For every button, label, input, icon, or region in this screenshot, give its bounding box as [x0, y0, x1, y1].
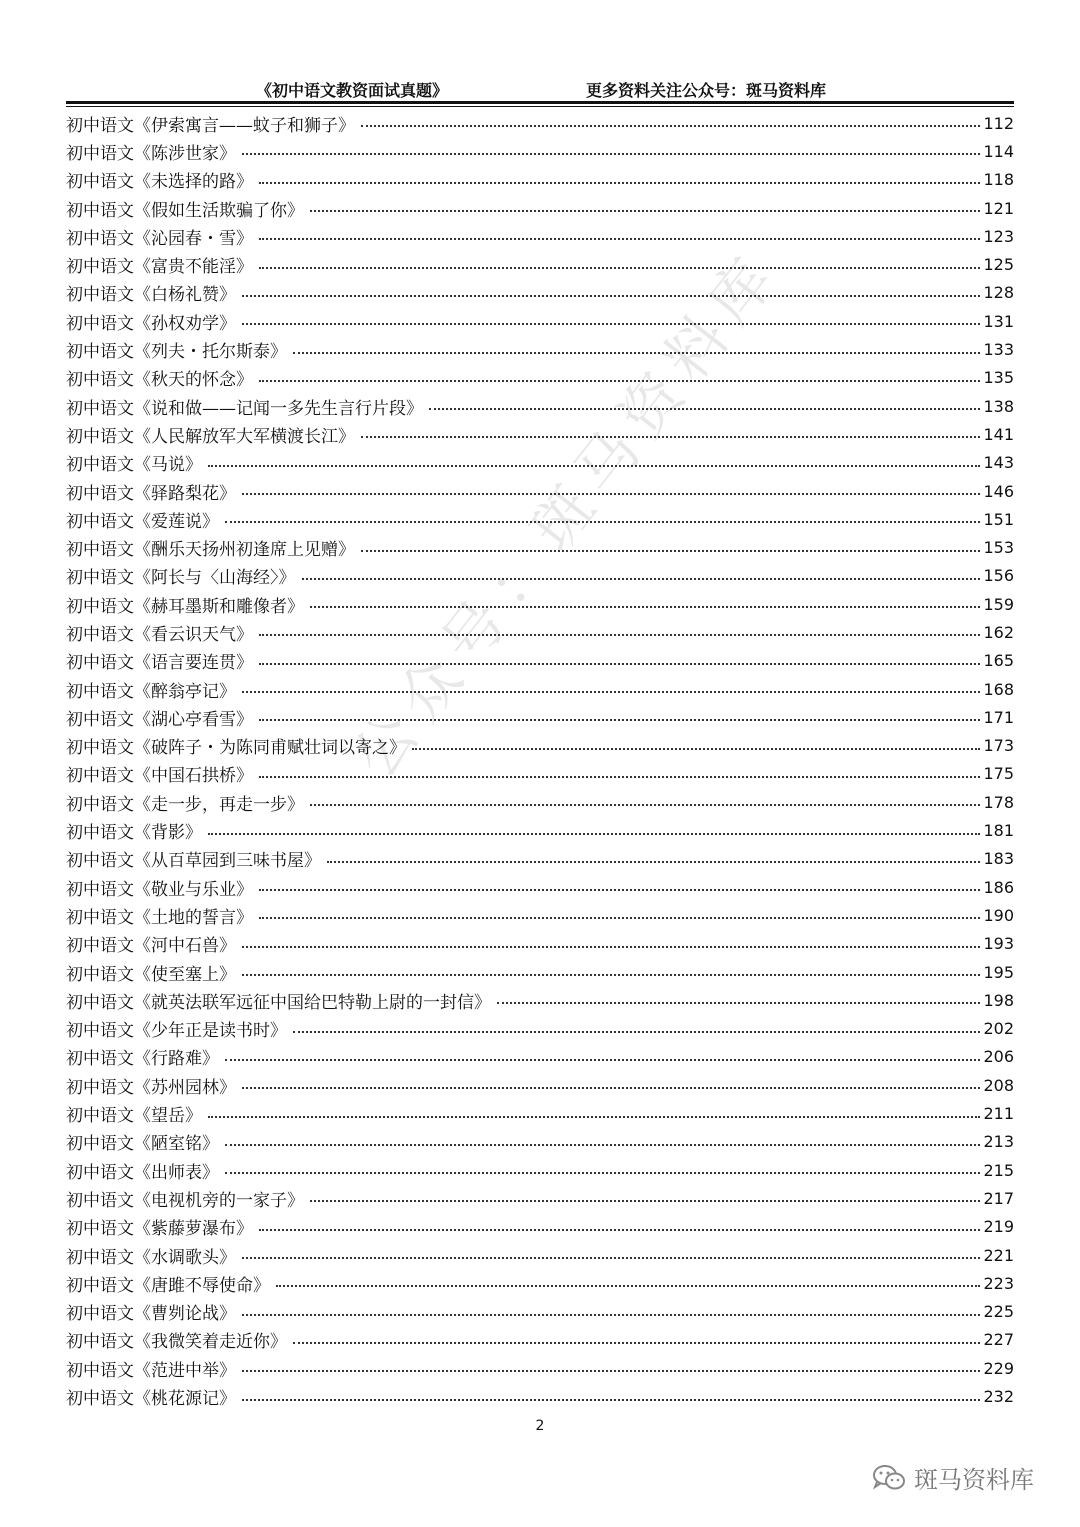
header-follow-note: 更多资料关注公众号：斑马资料库	[586, 81, 827, 100]
toc-entry-page: 221	[983, 1245, 1014, 1265]
toc-dot-leader	[225, 1059, 980, 1061]
toc-dot-leader	[242, 1087, 980, 1089]
toc-entry-page: 138	[983, 396, 1014, 416]
toc-entry-page: 151	[983, 509, 1014, 529]
toc-dot-leader	[242, 1314, 980, 1316]
toc-entry-title: 初中语文《湖心亭看雪》	[66, 709, 253, 730]
toc-dot-leader	[310, 606, 980, 608]
toc-entry[interactable]	[66, 1326, 1014, 1354]
toc-dot-leader	[225, 1172, 980, 1174]
toc-entry[interactable]	[66, 618, 1014, 646]
toc-entry[interactable]	[66, 1184, 1014, 1212]
toc-entry-title: 初中语文《伊索寓言——蚊子和狮子》	[66, 115, 355, 136]
toc-entry-page: 232	[983, 1387, 1014, 1406]
toc-entry-page: 128	[983, 283, 1014, 303]
toc-dot-leader	[242, 974, 980, 976]
toc-entry[interactable]	[66, 845, 1014, 873]
toc-entry-title: 初中语文《陋室铭》	[66, 1134, 219, 1155]
toc-entry-page: 213	[983, 1132, 1014, 1152]
toc-entry-page: 186	[983, 877, 1014, 897]
toc-entry-title: 初中语文《陈涉世家》	[66, 143, 236, 164]
toc-entry-page: 165	[983, 651, 1014, 671]
toc-entry-page: 190	[983, 905, 1014, 925]
page-number: 2	[535, 1418, 545, 1434]
toc-entry[interactable]	[66, 1213, 1014, 1241]
table-of-contents	[66, 109, 1014, 1411]
toc-entry[interactable]	[66, 1156, 1014, 1184]
toc-dot-leader	[327, 861, 980, 863]
toc-entry-page: 219	[983, 1217, 1014, 1237]
toc-entry-page: 146	[983, 481, 1014, 501]
toc-entry[interactable]	[66, 1128, 1014, 1156]
toc-entry[interactable]	[66, 364, 1014, 392]
toc-entry-title: 初中语文《背影》	[66, 823, 202, 844]
toc-entry-page: 112	[983, 113, 1014, 133]
toc-entry-page: 135	[983, 368, 1014, 388]
toc-entry-title: 初中语文《秋天的怀念》	[66, 370, 253, 391]
toc-entry-title: 初中语文《水调歌头》	[66, 1247, 236, 1268]
toc-dot-leader	[208, 833, 980, 835]
toc-entry-title: 初中语文《范进中举》	[66, 1360, 236, 1381]
toc-entry-page: 202	[983, 1019, 1014, 1039]
toc-entry-title: 初中语文《假如生活欺骗了你》	[66, 200, 304, 221]
toc-entry[interactable]	[66, 505, 1014, 533]
toc-entry-page: 225	[983, 1302, 1014, 1322]
toc-entry-title: 初中语文《走一步，再走一步》	[66, 794, 304, 815]
header-rule-thick	[66, 101, 1014, 104]
toc-entry-title: 初中语文《语言要连贯》	[66, 653, 253, 674]
document-title: 《初中语文教资面试真题》	[256, 81, 449, 100]
toc-dot-leader	[242, 1399, 980, 1401]
toc-entry[interactable]	[66, 647, 1014, 675]
toc-entry-title: 初中语文《曹刿论战》	[66, 1304, 236, 1325]
toc-dot-leader	[259, 1229, 980, 1231]
toc-dot-leader	[259, 889, 980, 891]
page-header	[66, 78, 1014, 100]
toc-entry-page: 131	[983, 311, 1014, 331]
toc-dot-leader	[310, 804, 980, 806]
toc-entry[interactable]	[66, 392, 1014, 420]
toc-entry[interactable]	[66, 986, 1014, 1014]
brand-badge	[872, 1460, 1034, 1495]
toc-entry-page: 181	[983, 821, 1014, 841]
toc-dot-leader	[259, 238, 980, 240]
toc-entry-page: 162	[983, 622, 1014, 642]
toc-entry[interactable]	[66, 873, 1014, 901]
toc-dot-leader	[225, 521, 980, 523]
toc-entry[interactable]	[66, 816, 1014, 844]
toc-dot-leader	[361, 436, 980, 438]
toc-entry[interactable]	[66, 1354, 1014, 1382]
toc-entry[interactable]	[66, 1099, 1014, 1127]
toc-dot-leader	[361, 550, 980, 552]
toc-entry[interactable]	[66, 1241, 1014, 1269]
toc-dot-leader	[208, 465, 980, 467]
toc-dot-leader	[293, 1342, 980, 1344]
toc-entry-title: 初中语文《酬乐天扬州初逢席上见赠》	[66, 540, 355, 561]
toc-dot-leader	[242, 946, 980, 948]
toc-entry-title: 初中语文《唐雎不辱使命》	[66, 1275, 270, 1296]
toc-entry-title: 初中语文《人民解放军大军横渡长江》	[66, 426, 355, 447]
toc-dot-leader	[242, 295, 980, 297]
toc-dot-leader	[259, 917, 980, 919]
toc-entry-page: 133	[983, 340, 1014, 360]
toc-entry-page: 208	[983, 1075, 1014, 1095]
toc-entry-title: 初中语文《行路难》	[66, 1049, 219, 1070]
toc-dot-leader	[259, 663, 980, 665]
toc-entry-title: 初中语文《列夫・托尔斯泰》	[66, 342, 287, 363]
toc-entry[interactable]	[66, 562, 1014, 590]
toc-entry[interactable]	[66, 279, 1014, 307]
toc-entry[interactable]	[66, 137, 1014, 165]
toc-entry-page: 156	[983, 566, 1014, 586]
toc-dot-leader	[293, 352, 980, 354]
toc-entry-page: 211	[983, 1104, 1014, 1124]
toc-entry-title: 初中语文《紫藤萝瀑布》	[66, 1219, 253, 1240]
toc-dot-leader	[310, 210, 980, 212]
toc-entry-page: 229	[983, 1358, 1014, 1378]
toc-entry-title: 初中语文《河中石兽》	[66, 936, 236, 957]
toc-entry-title: 初中语文《出师表》	[66, 1162, 219, 1183]
toc-entry[interactable]	[66, 788, 1014, 816]
toc-entry-page: 121	[983, 198, 1014, 218]
toc-entry-title: 初中语文《敬业与乐业》	[66, 879, 253, 900]
watermark: 公众号：斑马资料库	[340, 237, 795, 792]
toc-entry-title: 初中语文《未选择的路》	[66, 172, 253, 193]
toc-dot-leader	[429, 408, 980, 410]
toc-entry[interactable]	[66, 109, 1014, 137]
toc-entry-page: 171	[983, 707, 1014, 727]
toc-entry-page: 215	[983, 1160, 1014, 1180]
toc-entry-page: 223	[983, 1273, 1014, 1293]
toc-dot-leader	[225, 1144, 980, 1146]
toc-entry[interactable]	[66, 732, 1014, 760]
toc-entry-title: 初中语文《阿长与〈山海经〉》	[66, 568, 296, 589]
toc-entry-title: 初中语文《沁园春・雪》	[66, 228, 253, 249]
toc-entry[interactable]	[66, 930, 1014, 958]
toc-entry-page: 173	[983, 736, 1014, 756]
toc-entry-title: 初中语文《马说》	[66, 455, 202, 476]
toc-dot-leader	[302, 578, 981, 580]
toc-entry-page: 206	[983, 1047, 1014, 1067]
toc-entry[interactable]	[66, 222, 1014, 250]
toc-dot-leader	[497, 1002, 980, 1004]
toc-entry-page: 217	[983, 1188, 1014, 1208]
toc-dot-leader	[242, 323, 980, 325]
toc-dot-leader	[242, 493, 980, 495]
toc-entry-title: 初中语文《电视机旁的一家子》	[66, 1190, 304, 1211]
toc-entry-page: 123	[983, 226, 1014, 246]
toc-entry-page: 195	[983, 962, 1014, 982]
toc-entry[interactable]	[66, 1269, 1014, 1297]
toc-dot-leader	[242, 1370, 980, 1372]
toc-entry[interactable]	[66, 533, 1014, 561]
toc-entry-title: 初中语文《从百草园到三味书屋》	[66, 851, 321, 872]
toc-dot-leader	[259, 719, 980, 721]
toc-dot-leader	[259, 776, 980, 778]
toc-entry[interactable]	[66, 194, 1014, 222]
toc-entry-title: 初中语文《土地的誓言》	[66, 907, 253, 928]
toc-dot-leader	[242, 1257, 980, 1259]
toc-entry-title: 初中语文《孙权劝学》	[66, 313, 236, 334]
toc-entry-page: 183	[983, 849, 1014, 869]
toc-entry[interactable]	[66, 703, 1014, 731]
toc-entry-page: 227	[983, 1330, 1014, 1350]
toc-entry-page: 168	[983, 679, 1014, 699]
toc-entry-title: 初中语文《我微笑着走近你》	[66, 1332, 287, 1353]
toc-entry[interactable]	[66, 335, 1014, 363]
toc-entry-page: 159	[983, 594, 1014, 614]
toc-entry-page: 178	[983, 792, 1014, 812]
toc-entry-title: 初中语文《醉翁亭记》	[66, 681, 236, 702]
toc-dot-leader	[259, 182, 980, 184]
toc-entry-title: 初中语文《少年正是读书时》	[66, 1021, 287, 1042]
toc-entry[interactable]	[66, 1071, 1014, 1099]
toc-entry-title: 初中语文《中国石拱桥》	[66, 766, 253, 787]
toc-dot-leader	[259, 380, 980, 382]
toc-entry[interactable]	[66, 760, 1014, 788]
toc-entry[interactable]	[66, 1382, 1014, 1410]
toc-dot-leader	[259, 267, 980, 269]
toc-dot-leader	[242, 691, 980, 693]
toc-dot-leader	[412, 748, 980, 750]
wechat-icon	[872, 1464, 906, 1492]
toc-entry[interactable]	[66, 1297, 1014, 1325]
toc-entry-title: 初中语文《爱莲说》	[66, 511, 219, 532]
toc-entry-title: 初中语文《就英法联军远征中国给巴特勒上尉的一封信》	[66, 992, 491, 1013]
toc-entry[interactable]	[66, 1015, 1014, 1043]
toc-entry-title: 初中语文《破阵子・为陈同甫赋壮词以寄之》	[66, 738, 406, 759]
toc-entry-page: 198	[983, 990, 1014, 1010]
toc-entry-page: 175	[983, 764, 1014, 784]
toc-entry-title: 初中语文《驿路梨花》	[66, 483, 236, 504]
toc-entry-title: 初中语文《富贵不能淫》	[66, 257, 253, 278]
toc-dot-leader	[259, 634, 980, 636]
toc-entry[interactable]	[66, 958, 1014, 986]
toc-dot-leader	[242, 153, 980, 155]
toc-entry[interactable]	[66, 675, 1014, 703]
toc-entry[interactable]	[66, 590, 1014, 618]
toc-dot-leader	[293, 1031, 980, 1033]
brand-label: 斑马资料库	[914, 1466, 1034, 1494]
toc-entry[interactable]	[66, 901, 1014, 929]
header-rule-thin	[66, 106, 1014, 107]
toc-entry-title: 初中语文《看云识天气》	[66, 624, 253, 645]
toc-entry-page: 125	[983, 255, 1014, 275]
toc-entry-title: 初中语文《苏州园林》	[66, 1077, 236, 1098]
toc-entry-page: 114	[983, 141, 1014, 161]
toc-entry-page: 118	[983, 170, 1014, 190]
toc-entry-title: 初中语文《桃花源记》	[66, 1389, 236, 1409]
toc-entry[interactable]	[66, 250, 1014, 278]
toc-entry-title: 初中语文《白杨礼赞》	[66, 285, 236, 306]
toc-entry-title: 初中语文《使至塞上》	[66, 964, 236, 985]
toc-entry-title: 初中语文《赫耳墨斯和雕像者》	[66, 596, 304, 617]
toc-entry-page: 193	[983, 934, 1014, 954]
toc-entry[interactable]	[66, 449, 1014, 477]
toc-dot-leader	[361, 125, 980, 127]
toc-entry[interactable]	[66, 307, 1014, 335]
toc-entry[interactable]	[66, 166, 1014, 194]
toc-entry-page: 153	[983, 538, 1014, 558]
toc-dot-leader	[310, 1200, 980, 1202]
toc-entry-title: 初中语文《说和做——记闻一多先生言行片段》	[66, 398, 423, 419]
toc-dot-leader	[276, 1285, 980, 1287]
toc-entry[interactable]	[66, 477, 1014, 505]
toc-entry[interactable]	[66, 1043, 1014, 1071]
toc-entry-page: 141	[983, 424, 1014, 444]
toc-entry[interactable]	[66, 420, 1014, 448]
toc-entry-title: 初中语文《望岳》	[66, 1106, 202, 1127]
toc-dot-leader	[208, 1116, 980, 1118]
toc-entry-page: 143	[983, 453, 1014, 473]
